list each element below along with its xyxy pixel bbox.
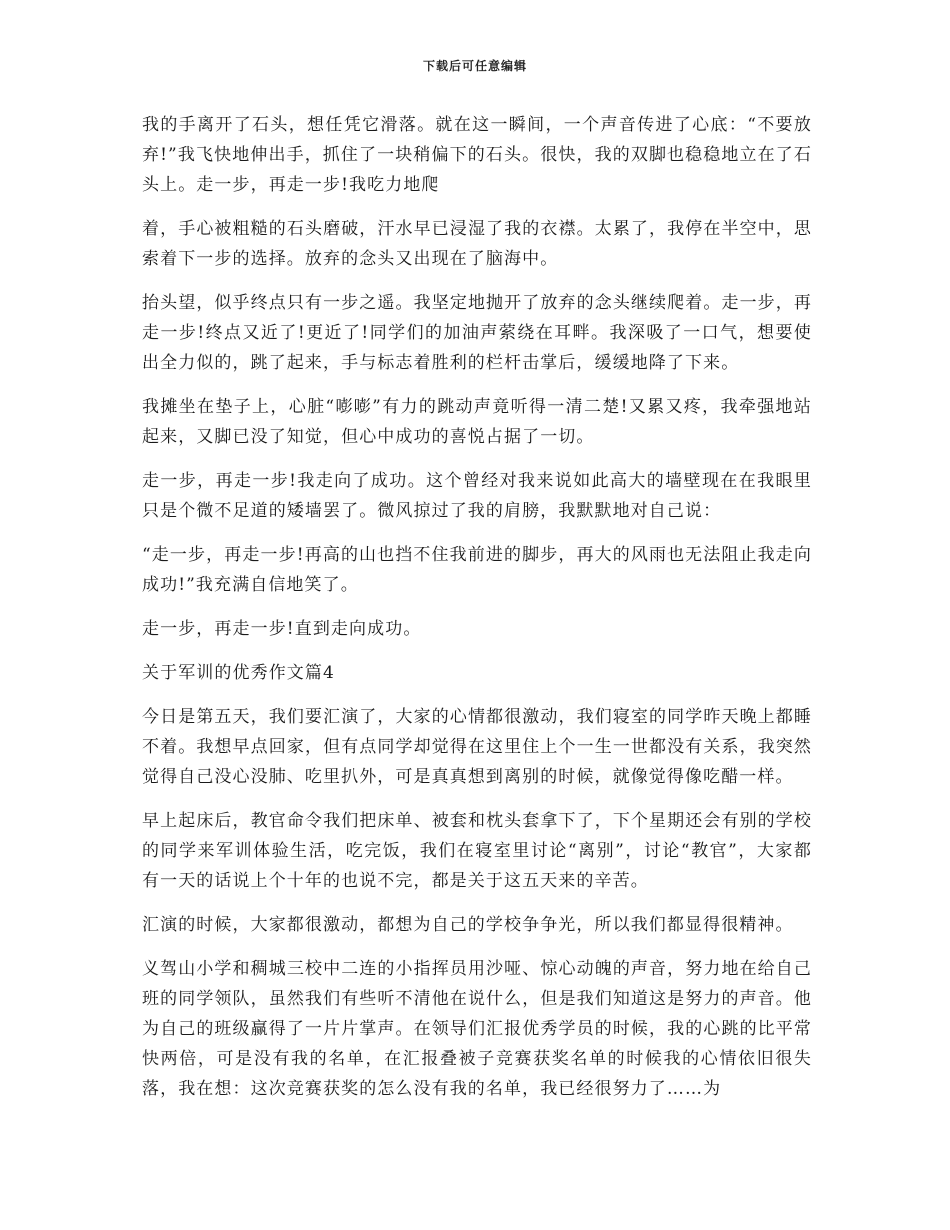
section-title: 关于军训的优秀作文篇4: [142, 663, 335, 683]
paragraph: 今日是第五天，我们要汇演了，大家的心情都很激动，我们寝室的同学昨天晚上都睡不着。我想早点回家，但有点同学却觉得在这里住上个一生一世都没有关系，我突然觉得自己没心没肺、吃里扒外，可是真真想到离别的时候，就像觉得像吃醋一样。: [142, 707, 812, 787]
document-body: [142, 110, 812, 1118]
paragraph: “走一步，再走一步!再高的山也挡不住我前进的脚步，再大的风雨也无法阻止我走向成功!”我充满自信地笑了。: [142, 545, 812, 595]
paragraph: 义驾山小学和稠城三校中二连的小指挥员用沙哑、惊心动魄的声音，努力地在给自己班的同学领队，虽然我们有些听不清他在说什么，但是我们知道这是努力的声音。他为自己的班级赢得了一片片掌声。在领导们汇报优秀学员的时候，我的心跳的比平常快两倍，可是没有我的名单，在汇报叠被子竞赛获奖名单的时候我的心情依旧很失落，我在想：这次竞赛获奖的怎么没有我的名单，我已经很努力了……为: [142, 959, 812, 1099]
paragraph: 我摊坐在垫子上，心脏“嘭嘭”有力的跳动声竟听得一清二楚!又累又疼，我牵强地站起来，又脚已没了知觉，但心中成功的喜悦占据了一切。: [142, 397, 812, 447]
paragraph: 着，手心被粗糙的石头磨破，汗水早已浸湿了我的衣襟。太累了，我停在半空中，思索着下一步的选择。放弃的念头又出现在了脑海中。: [142, 219, 812, 269]
paragraph: 走一步，再走一步!直到走向成功。: [142, 619, 422, 639]
paragraph: 汇演的时候，大家都很激动，都想为自己的学校争争光，所以我们都显得很精神。: [142, 915, 794, 935]
page-header: 下载后可任意编辑: [422, 59, 527, 73]
paragraph: 抬头望，似乎终点只有一步之遥。我坚定地抛开了放弃的念头继续爬着。走一步，再走一步!终点又近了!更近了!同学们的加油声萦绕在耳畔。我深吸了一口气，想要使出全力似的，跳了起来，手与标志着胜利的栏杆击掌后，缓缓地降了下来。: [142, 293, 812, 373]
paragraph: 早上起床后，教官命令我们把床单、被套和枕头套拿下了，下个星期还会有别的学校的同学来军训体验生活，吃完饭，我们在寝室里讨论“离别”，讨论“教官”，大家都有一天的话说上个十年的也说不完，都是关于这五天来的辛苦。: [142, 811, 812, 891]
paragraph: 走一步，再走一步!我走向了成功。这个曾经对我来说如此高大的墙壁现在在我眼里只是个微不足道的矮墙罢了。微风掠过了我的肩膀，我默默地对自己说：: [142, 471, 812, 521]
paragraph: 我的手离开了石头，想任凭它滑落。就在这一瞬间，一个声音传进了心底：“不要放弃!”我飞快地伸出手，抓住了一块稍偏下的石头。很快，我的双脚也稳稳地立在了石头上。走一步，再走一步!我吃力地爬: [142, 115, 812, 195]
